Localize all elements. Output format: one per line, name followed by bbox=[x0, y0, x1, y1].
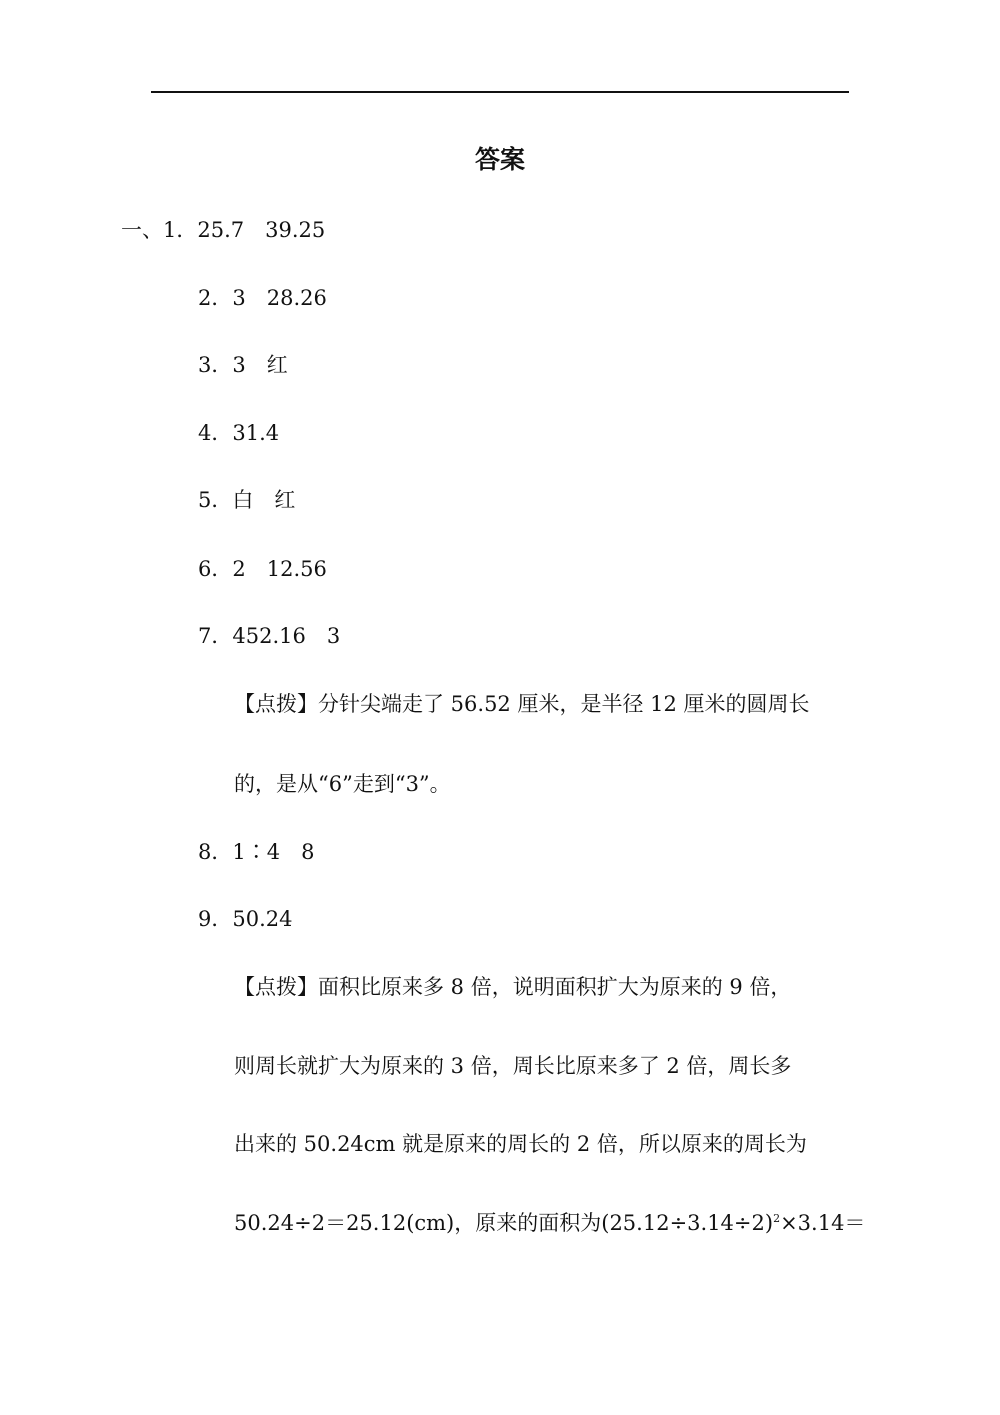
item-number: 8． bbox=[198, 840, 233, 864]
answer-item-3 bbox=[198, 351, 288, 379]
item-number: 3． bbox=[198, 353, 233, 377]
item-number: 7． bbox=[198, 624, 233, 648]
hint-9-line-2: 则周长就扩大为原来的 3 倍，周长比原来多了 2 倍，周长多 bbox=[234, 1054, 792, 1078]
item-answer: 50.24 bbox=[232, 907, 293, 931]
hint-9-line-3: 出来的 50.24cm 就是原来的周长的 2 倍，所以原来的周长为 bbox=[234, 1132, 807, 1156]
item-number: 6． bbox=[198, 557, 233, 581]
item-answer: 1∶4 8 bbox=[232, 840, 315, 864]
item-number: 1． bbox=[163, 218, 198, 242]
item-number: 2． bbox=[198, 286, 233, 310]
answer-item-1 bbox=[121, 216, 325, 244]
page-title: 答案 bbox=[474, 145, 525, 174]
item-answer: 白 红 bbox=[232, 488, 296, 512]
header-rule bbox=[151, 91, 849, 93]
answer-item-4 bbox=[198, 419, 279, 447]
section-label: 一、 bbox=[121, 218, 163, 242]
item-answer: 25.7 39.25 bbox=[197, 218, 326, 242]
item-answer: 31.4 bbox=[232, 421, 280, 445]
item-answer: 3 红 bbox=[232, 353, 288, 377]
hint-7-line-2: 的，是从“6”走到“3”。 bbox=[234, 772, 451, 796]
item-answer: 3 28.26 bbox=[232, 286, 327, 310]
item-number: 4． bbox=[198, 421, 233, 445]
answer-item-5 bbox=[198, 486, 295, 514]
formula-text-end: ×3.14＝ bbox=[780, 1211, 866, 1235]
hint-9-line-4 bbox=[234, 1209, 865, 1237]
hint-7-line-1: 【点拨】分针尖端走了 56.52 厘米，是半径 12 厘米的圆周长 bbox=[234, 692, 810, 716]
item-answer: 452.16 3 bbox=[232, 624, 341, 648]
answer-item-8 bbox=[198, 838, 314, 866]
answer-item-9 bbox=[198, 905, 293, 933]
formula-text: 50.24÷2＝25.12(cm)，原来的面积为(25.12÷3.14÷2) bbox=[234, 1211, 774, 1235]
answer-item-7 bbox=[198, 622, 340, 650]
item-answer: 2 12.56 bbox=[232, 557, 327, 581]
formula-exponent: 2 bbox=[773, 1212, 781, 1225]
item-number: 5． bbox=[198, 488, 233, 512]
item-number: 9． bbox=[198, 907, 233, 931]
answer-item-2 bbox=[198, 284, 327, 312]
answer-item-6 bbox=[198, 555, 327, 583]
hint-9-line-1: 【点拨】面积比原来多 8 倍，说明面积扩大为原来的 9 倍， bbox=[234, 975, 792, 999]
